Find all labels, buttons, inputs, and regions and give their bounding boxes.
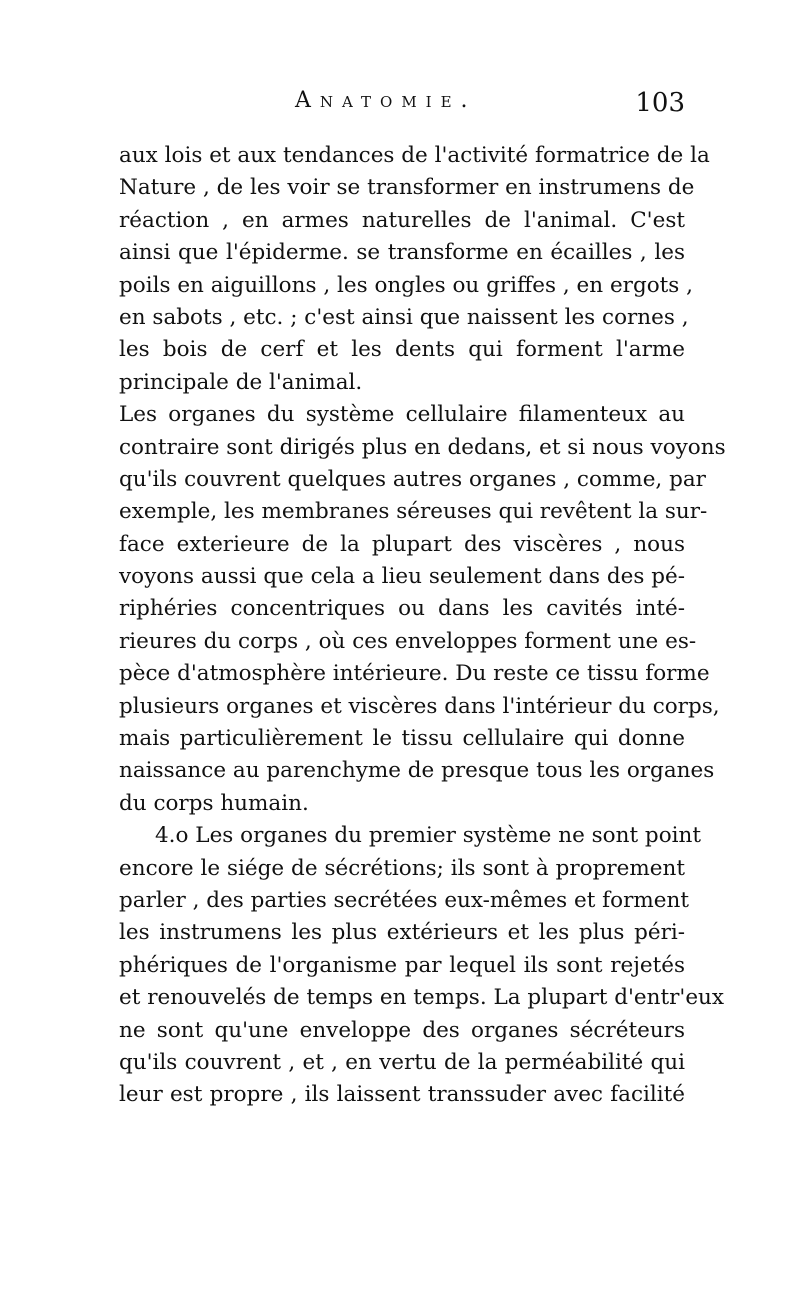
text-line: ne sont qu'une enveloppe des organes sécréteurs: [119, 1017, 685, 1043]
running-head: Anatomie.: [295, 88, 477, 113]
text-line: parler , des parties secrétées eux-mêmes et forment: [119, 887, 689, 913]
text-line: encore le siége de sécrétions; ils sont à proprement: [119, 855, 685, 881]
text-line: face exterieure de la plupart des viscères , nous: [119, 531, 685, 557]
text-line: du corps humain.: [119, 790, 309, 816]
text-line: mais particulièrement le tissu cellulaire qui donne: [119, 726, 685, 752]
text-line: rieures du corps , où ces enveloppes forment une es-: [119, 628, 697, 654]
page-header: [120, 88, 685, 128]
text-line: poils en aiguillons , les ongles ou griffes , en ergots ,: [119, 272, 694, 298]
text-line: Nature , de les voir se transformer en instrumens de: [119, 175, 695, 201]
text-line: exemple, les membranes séreuses qui revêtent la sur-: [119, 499, 708, 525]
text-line: contraire sont dirigés plus en dedans, et si nous voyons: [119, 434, 726, 460]
text-line: qu'ils couvrent , et , en vertu de la perméabilité qui: [119, 1049, 685, 1075]
text-line: riphéries concentriques ou dans les cavités inté-: [119, 596, 685, 622]
body-text: [119, 140, 726, 1112]
text-line: les bois de cerf et les dents qui forment l'arme: [119, 337, 685, 363]
text-line: 4.o Les organes du premier système ne sont point: [155, 823, 702, 849]
text-line: et renouvelés de temps en temps. La plupart d'entr'eux: [119, 985, 725, 1011]
text-line: en sabots , etc. ; c'est ainsi que naissent les cornes ,: [119, 304, 689, 330]
text-line: pèce d'atmosphère intérieure. Du reste ce tissu forme: [119, 661, 710, 687]
text-line: leur est propre , ils laissent transsuder avec facilité: [119, 1082, 685, 1108]
text-line: qu'ils couvrent quelques autres organes , comme, par: [119, 466, 706, 492]
text-line: les instrumens les plus extérieurs et les plus péri-: [119, 920, 685, 946]
text-line: voyons aussi que cela a lieu seulement dans des pé-: [119, 564, 685, 590]
text-line: Les organes du système cellulaire filamenteux au: [119, 402, 685, 428]
text-line: principale de l'animal.: [119, 369, 363, 395]
text-line: naissance au parenchyme de presque tous les organes: [119, 758, 715, 784]
text-line: aux lois et aux tendances de l'activité formatrice de la: [119, 143, 710, 168]
text-line: réaction , en armes naturelles de l'animal. C'est: [119, 207, 685, 233]
text-line: plusieurs organes et viscères dans l'intérieur du corps,: [119, 693, 720, 719]
page-number: 103: [635, 88, 685, 118]
text-line: ainsi que l'épiderme. se transforme en écailles , les: [119, 240, 685, 266]
text-line: phériques de l'organisme par lequel ils sont rejetés: [119, 952, 685, 978]
